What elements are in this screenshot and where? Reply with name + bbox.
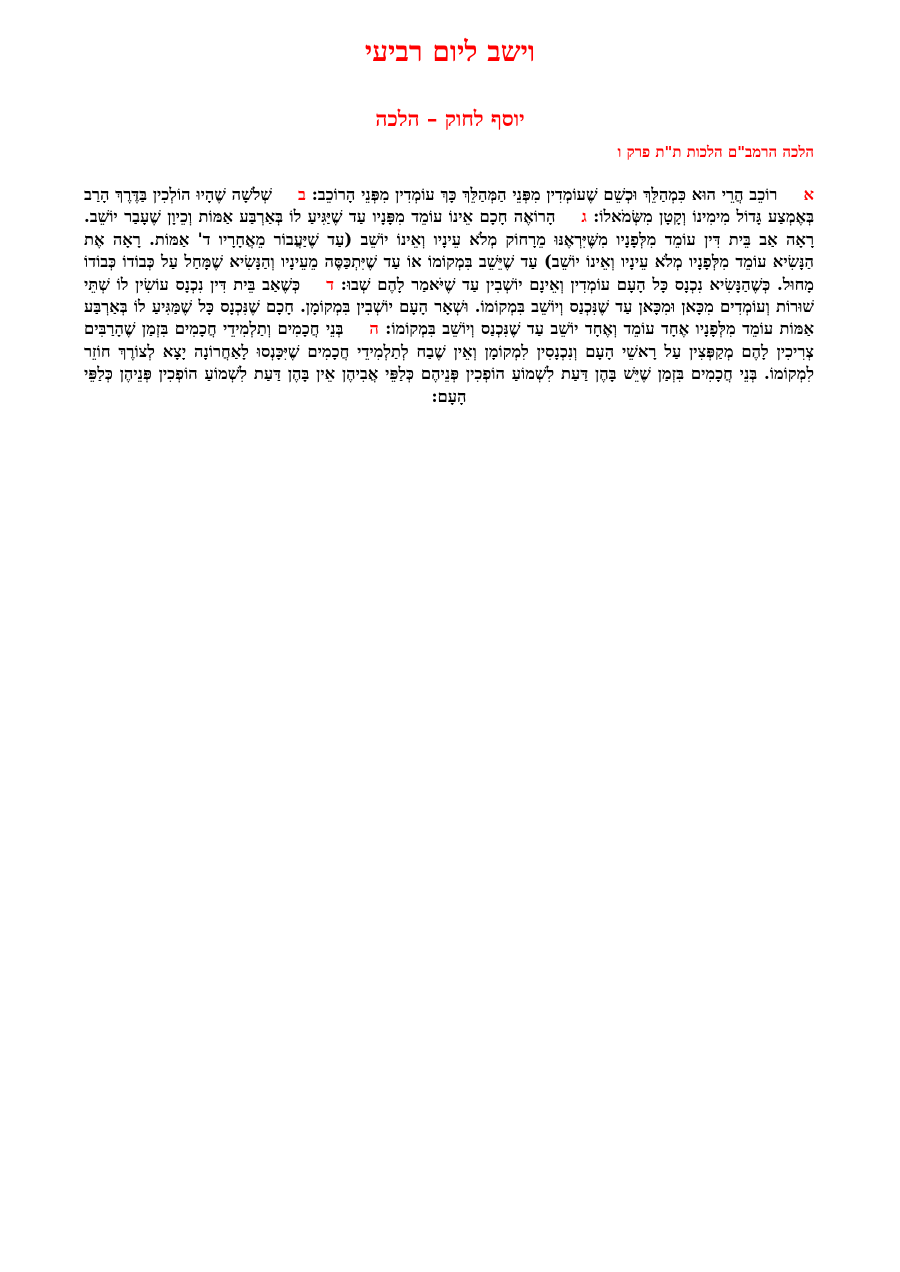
halacha-marker-5: ה — [369, 319, 379, 339]
halacha-marker-2: ב — [298, 185, 306, 204]
halacha-paragraph-4: כְּשֶׁאַב בֵּית דִּין נִכְנָס עוֹשִׂין לוֹ שְׁתֵּי שׁוּרוֹת וְעוֹמְדִים מִכָּאן וּמִכָּאן עַד שֶׁנִּכְנַס וְיוֹשֵׁב בִּמְקוֹמוֹ. וּשְׁאָר הָעָם יוֹשְׁבִין בִּמְקוֹמָן. חָכָם שֶׁנִּכְנָס כָּל שֶׁמַּגִּיעַ לוֹ בְּאַרְבַּע אַמּוֹת עוֹמֵד מִלְּפָנָיו אֶחָד עוֹמֵד וְאֶחָד יוֹשֵׁב עַד שֶׁנִּכְנַס וְיוֹשֵׁב בִּמְקוֹמוֹ: — [84, 274, 814, 339]
page-title: וישב ליום רביעי — [364, 35, 536, 68]
halacha-marker-3: ג — [581, 207, 587, 227]
page-subtitle: יוסף לחוק – הלכה — [375, 106, 525, 131]
halacha-text — [84, 184, 814, 408]
halacha-paragraph-3: הָרוֹאֶה חָכָם אֵינוֹ עוֹמֵד מִפָּנָיו עַד שֶׁיַּגִּיעַ לוֹ בְּאַרְבַּע אַמּוֹת וְכֵיוָן שֶׁעָבַר יוֹשֵׁב. רָאָה אַב בֵּית דִּין עוֹמֵד מִלְּפָנָיו מִשֶּׁיִּרְאֶנּוּ מֵרָחוֹק מְלֹא עֵינָיו וְאֵינוֹ יוֹשֵׁב (עַד שֶׁיַּעֲבוֹר מֵאֲחָרָיו ד' אַמּוֹת. רָאָה אֶת הַנָּשִׂיא עוֹמֵד מִלְּפָנָיו מְלֹא עֵינָיו וְאֵינוֹ יוֹשֵׁב) עַד שֶׁיֵּשֵׁב בִּמְקוֹמוֹ אוֹ עַד שֶׁיִּתְכַּסֶּה מֵעֵינָיו וְהַנָּשִׂיא שֶׁמָּחַל עַל כְּבוֹדוֹ כְּבוֹדוֹ מָחוּל. כְּשֶׁהַנָּשִׂיא נִכְנָס כָּל הָעָם עוֹמְדִין וְאֵינָם יוֹשְׁבִין עַד שֶׁיֹּאמַר לָהֶם שְׁבוּ: — [84, 207, 814, 294]
halacha-paragraph-1: רוֹכֵב הֲרֵי הוּא כִּמְהַלֵּךְ וּכְשֵׁם שֶׁעוֹמְדִין מִפְּנֵי הַמְּהַלֵּךְ כָּךְ עוֹמְדִין מִפְּנֵי הָרוֹכֵב: — [311, 185, 778, 204]
halacha-paragraph-2: שְׁלֹשָׁה שֶׁהָיוּ הוֹלְכִין בַּדֶּרֶךְ הָרַב בְּאֶמְצַע גָּדוֹל מִימִינוֹ וְקָטָן מִשְּׂמֹאלוֹ: — [84, 185, 814, 227]
halacha-paragraph-5: בְּנֵי חֲכָמִים וְתַלְמִידֵי חֲכָמִים בִּזְמַן שֶׁהָרַבִּים צְרִיכִין לָהֶם מְקַפְּצִין עַל רָאשֵׁי הָעָם וְנִכְנָסִין לִמְקוֹמָן וְאֵין שֶׁבַח לְתַלְמִידֵי חֲכָמִים שֶׁיִּכָּנְסוּ לָאַחֲרוֹנָה יָצָא לְצוֹרֶךְ חוֹזֵר לִמְקוֹמוֹ. בְּנֵי חֲכָמִים בִּזְמַן שֶׁיֵּשׁ בָּהֶן דַּעַת לִשְׁמוֹעַ הוֹפְכִין פְּנֵיהֶם כְּלַפֵּי אֲבִיהֶן אֵין בָּהֶן דַּעַת לִשְׁמוֹעַ הוֹפְכִין פְּנֵיהֶן כְּלַפֵּי הָעָם: — [84, 319, 814, 406]
source-reference: הלכה הרמב"ם הלכות ת"ת פרק ו — [617, 143, 814, 161]
halacha-marker-4: ד — [326, 274, 335, 294]
halacha-marker-1: א — [803, 185, 814, 204]
